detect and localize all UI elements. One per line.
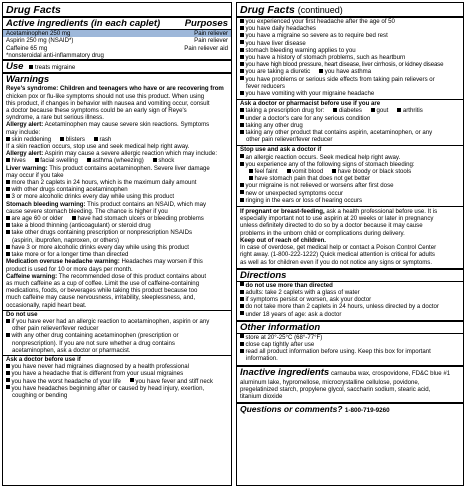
inactive-ingredients: Inactive ingredients carnauba wax, crospovidone, FD&C blue #1 — [240, 366, 451, 378]
list-item: have stomach pain that does not get better — [237, 175, 463, 182]
square-bullet-icon — [240, 297, 244, 301]
list-item: you have a migraine so severe as to require bed rest — [237, 32, 463, 39]
square-bullet-icon — [60, 137, 64, 141]
list-item: read all product information before using. Keep this box for important — [237, 348, 463, 355]
square-bullet-icon — [319, 69, 323, 73]
square-bullet-icon — [240, 130, 244, 134]
list-item: are age 60 or older have had stomach ulcers or bleeding problems — [3, 215, 231, 222]
use-heading: Use — [6, 61, 24, 73]
list-item: taking any other product that contains aspirin, acetaminophen, or any — [237, 129, 463, 136]
list-item: store at 20°-25°C (68°-77°F) — [237, 334, 463, 341]
square-bullet-icon — [332, 169, 336, 173]
square-bullet-icon — [87, 158, 91, 162]
list-item: you have problems or serious side effects from taking pain relievers or — [237, 76, 463, 83]
list-item: taking any other drug — [237, 122, 463, 129]
list-item: you have vomiting with your migraine headache — [237, 90, 463, 97]
allergic-reaction-list: hives facial swelling asthma (wheezing) shock — [3, 157, 231, 164]
list-item: you experienced your first headache after the age of 50 — [237, 18, 463, 25]
list-item: with any other drug containing acetaminophen (prescription or — [3, 332, 231, 339]
active-ingredients-heading: Active ingredients (in each caplet) — [6, 18, 161, 29]
list-item: your migraine is not relieved or worsens after first dose — [237, 182, 463, 189]
ask-doctor-pharmacist-heading: Ask a doctor or pharmacist before use if you are — [240, 100, 381, 108]
liver-warning: Liver warning: This product contains acetaminophen. Severe liver damage — [6, 164, 210, 172]
list-item: new or unexpected symptoms occur — [237, 190, 463, 197]
square-bullet-icon — [6, 158, 10, 162]
medication-overuse-warning: Medication overuse headache warning: Headaches may worsen if this — [6, 258, 203, 266]
list-item: you experience any of the following signs of stomach bleeding: — [237, 161, 463, 168]
square-bullet-icon — [240, 26, 244, 30]
skin-reaction-list: skin reddening blisters rash — [3, 136, 231, 143]
square-bullet-icon — [6, 230, 10, 234]
list-item: you have a headache that is different from your usual migraines — [3, 370, 231, 377]
list-item: take other drugs containing prescription or nonprescription NSAIDs — [3, 229, 231, 236]
square-bullet-icon — [240, 91, 244, 95]
stop-use-heading: Stop use and ask a doctor if — [240, 146, 322, 154]
list-item: under 18 years of age: ask a doctor — [237, 311, 463, 318]
questions-line: Questions or comments? 1-800-719-9260 — [240, 404, 390, 415]
square-bullet-icon — [240, 108, 244, 112]
square-bullet-icon — [6, 216, 10, 220]
stomach-bleeding-warning: Stomach bleeding warning: This product contains an NSAID, which may — [6, 200, 207, 208]
list-item: you have a history of stomach problems, such as heartburn — [237, 54, 463, 61]
square-bullet-icon — [249, 169, 253, 173]
warnings-heading: Warnings — [6, 74, 50, 86]
drug-facts-left-panel: Drug Facts Active ingredients (in each caplet) Purposes Acetaminophen 250 mg Pain reliever Aspirin 250 mg (NSAID*) Pain reliever Caffeine 65 mg Pain reliever aid *nonsteroidal anti-inflammatory drug Use treats migraine Warnings Reye's syndrome: Children and teenagers who have or are recovering from chicken pox or flu-like symptoms should not use this product. When using this product, if changes in behavior with nausea and vomiting occur, consult a doctor because these symptoms could be an early sign of Reye's syndrome, a rare but serious illness. Allergy alert: Acetaminophen may cause severe skin reactions. Symptoms may include: skin reddening blisters rash If a skin reaction occurs, stop use and seek medical help right away. Allergy alert: Aspirin may cause a severe allergic reaction which may include: hives facial swelling asthma (wheezing) shock Liver warning: This product contains acetaminophen. Severe liver damage may occur if you take more than 2 caplets in 24 hours, which is the maximum daily amount with other drugs containing acetaminophen 3 or more alcoholic drinks every day while using this product Stomach bleeding warning: This product contains an NSAID, which may cause severe stomach bleeding. The chance is higher if you are age 60 or older have had stomach ulcers or bleeding problems take a blood thinning (anticoagulant) or steroid drug take other drugs containing prescription or nonprescription NSAIDs (aspirin, ibuprofen, naproxen, or others) have 3 or more alcoholic drinks every day while using this product take more or for a longer time than directed Medication overuse headache warning: Headaches may worsen if this product is used for 10 or more days per month. Caffeine warning: The recommended dose of this product contains about as much caffeine as a cup of coffee. Limit the use of caffeine-containing medications, foods, or beverages while taking this product because too much caffeine may cause nervousness, irritability, sleeplessness, and, occasionally, rapid heart beat. Do not use if you have ever had an allergic reaction to acetaminophen, aspirin or any other pain reliever/fever reducer with any other drug containing acetaminophen (prescription or nonprescription). If you are not sure whether a drug contains acetaminophen, ask a doctor or pharmacist. Ask a doctor before use if you have never had migraines diagnosed by a health professional you have a headache that is different from your usual migraines you have the worst headache of your life you have fever and stiff neck you have headaches beginning after or caused by head injury, exertion, coughing or bending — [2, 2, 232, 486]
square-bullet-icon — [6, 385, 10, 389]
reye-line: Reye's syndrome: Children and teenagers who have or are recovering from — [6, 85, 224, 93]
square-bullet-icon — [240, 123, 244, 127]
panel-title: Drug Facts (continued) — [240, 4, 343, 16]
square-bullet-icon — [240, 40, 244, 44]
list-item: you have liver disease — [237, 40, 463, 47]
square-bullet-icon — [6, 223, 10, 227]
list-item: you have never had migraines diagnosed by a health professional — [3, 363, 231, 370]
list-item: more than 2 caplets in 24 hours, which is the maximum daily amount — [3, 179, 231, 186]
other-information-heading: Other information — [240, 321, 321, 333]
list-item: adults: take 2 caplets with a glass of water — [237, 289, 463, 296]
square-bullet-icon — [6, 180, 10, 184]
list-item: an allergic reaction occurs. Seek medical help right away. — [237, 154, 463, 161]
list-item: with other drugs containing acetaminophen — [3, 186, 231, 193]
square-bullet-icon — [240, 183, 244, 187]
square-bullet-icon — [6, 333, 10, 337]
square-bullet-icon — [240, 198, 244, 202]
list-item: have 3 or more alcoholic drinks every day while using this product — [3, 244, 231, 251]
list-item: 3 or more alcoholic drinks every day while using this product — [3, 193, 231, 200]
stomach-bleeding-signs: feel faint vomit blood have bloody or black stools — [237, 168, 463, 175]
directions-heading: Directions — [240, 269, 287, 281]
ingredient-row: Acetaminophen 250 mg Pain reliever — [3, 30, 231, 37]
square-bullet-icon — [287, 169, 291, 173]
square-bullet-icon — [240, 76, 244, 80]
square-bullet-icon — [240, 48, 244, 52]
ingredient-row: Caffeine 65 mg Pain reliever aid — [6, 44, 228, 52]
square-bullet-icon — [6, 245, 10, 249]
reye-line: chicken pox or flu-like symptoms should not use this product. When using — [6, 92, 205, 100]
square-bullet-icon — [240, 62, 244, 66]
use-text: treats migraine — [34, 64, 76, 72]
list-item: you have high blood pressure, heart disease, liver cirrhosis, or kidney disease — [237, 61, 463, 68]
list-item: do not take more than 2 caplets in 24 hours, unless directed by a doctor — [237, 303, 463, 310]
nsaid-footnote: *nonsteroidal anti-inflammatory drug — [6, 52, 104, 60]
square-bullet-icon — [240, 69, 244, 73]
do-not-use-heading: Do not use — [6, 310, 38, 318]
panel-title: Drug Facts — [6, 4, 61, 16]
list-item: you have daily headaches — [237, 25, 463, 32]
reye-line: syndrome, a rare but serious illness. — [6, 114, 104, 122]
reye-line: this product, if changes in behavior with nausea and vomiting occur, consult — [6, 99, 210, 107]
list-item: you are taking a diuretic you have asthma — [237, 68, 463, 75]
square-bullet-icon — [6, 378, 10, 382]
square-bullet-icon — [249, 176, 253, 180]
square-bullet-icon — [72, 216, 76, 220]
list-item: you have the worst headache of your life you have fever and stiff neck — [3, 378, 231, 385]
keep-out-of-reach: Keep out of reach of children. — [240, 236, 326, 244]
reye-line: a doctor because these symptoms could be an early sign of Reye's — [6, 107, 187, 115]
list-item: if you have ever had an allergic reaction to acetaminophen, aspirin or any — [3, 318, 231, 325]
square-bullet-icon — [240, 115, 244, 119]
inactive-ingredients-heading: Inactive ingredients — [240, 366, 330, 378]
square-bullet-icon — [240, 55, 244, 59]
purposes-heading: Purposes — [184, 18, 228, 29]
list-item: take a blood thinning (anticoagulant) or steroid drug — [3, 222, 231, 229]
square-bullet-icon — [6, 364, 10, 368]
list-item: stomach bleeding warning applies to you — [237, 47, 463, 54]
square-bullet-icon — [397, 108, 401, 112]
square-bullet-icon — [35, 158, 39, 162]
square-bullet-icon — [333, 108, 337, 112]
square-bullet-icon — [240, 342, 244, 346]
list-item: close cap tightly after use — [237, 341, 463, 348]
square-bullet-icon — [240, 311, 244, 315]
square-bullet-icon — [6, 252, 10, 256]
square-bullet-icon — [153, 158, 157, 162]
square-bullet-icon — [240, 334, 244, 338]
phone-number[interactable]: 1-800-719-9260 — [344, 407, 390, 415]
square-bullet-icon — [240, 304, 244, 308]
square-bullet-icon — [29, 65, 33, 69]
ingredient-row: Aspirin 250 mg (NSAID*) Pain reliever — [6, 37, 228, 45]
pregnancy-warning: If pregnant or breast-feeding, ask a health professional before use. It is — [240, 208, 438, 216]
list-item: taking a prescription drug for: diabetes gout arthritis — [237, 107, 463, 114]
square-bullet-icon — [6, 371, 10, 375]
square-bullet-icon — [240, 290, 244, 294]
square-bullet-icon — [94, 137, 98, 141]
square-bullet-icon — [240, 349, 244, 353]
square-bullet-icon — [240, 19, 244, 23]
ask-doctor-heading: Ask a doctor before use if — [6, 355, 81, 363]
square-bullet-icon — [240, 190, 244, 194]
square-bullet-icon — [130, 378, 134, 382]
list-item: if symptoms persist or worsen, ask your doctor — [237, 296, 463, 303]
drug-facts-right-panel: Drug Facts (continued) you experienced your first headache after the age of 50 you have daily headaches you have a migraine so severe as to require bed rest you have liver disease stomach bleeding warning applies to you you have a history of stomach problems, such as heartburn you have high blood pressure, heart disease, liver cirrhosis, or kidney disease you are taking a diuretic you have asthma you have problems or serious side effects from taking pain relievers or fever reducers you have vomiting with your migraine headache Ask a doctor or pharmacist before use if you are taking a prescription drug for: diabetes gout arthritis under a doctor's care for any serious condition taking any other drug taking any other product that contains aspirin, acetaminophen, or any other pain reliever/fever reducer Stop use and ask a doctor if an allergic reaction occurs. Seek medical help right away. you experience any of the following signs of stomach bleeding: feel faint vomit blood have bloody or black stools have stomach pain that does not get better your migraine is not relieved or worsens after first dose new or unexpected symptoms occur ringing in the ears or loss of hearing occurs If pregnant or breast-feeding, ask a health professional before use. It is especially important not to use aspirin at 20 weeks or later in pregnancy unless definitely directed to do so by a doctor because it may cause problems in the unborn child or complications during delivery. Keep out of reach of children. In case of overdose, get medical help or contact a Poison Control Center right away. (1-800-222-1222) Quick medical attention is critical for adults as well as for children even if you do not notice any signs or symptoms. Directions do not use more than directed adults: take 2 caplets with a glass of water if symptoms persist or worsen, ask your doctor do not take more than 2 caplets in 24 hours, unless directed by a doctor under 18 years of age: ask a doctor Other information store at 20°-25°C (68°-77°F) close cap tightly after use read all product information before using. Keep this box for important information. Inactive ingredients carnauba wax, crospovidone, FD&C blue #1 aluminum lake, hypromellose, microcrystalline cellulose, povidone, pregelatinized starch, propylene glycol, saccharin sodium, stearic acid, titanium dioxide Questions or comments? 1-800-719-9260 — [236, 2, 464, 486]
list-item: you have headaches beginning after or caused by head injury, exertion, — [3, 385, 231, 392]
use-section — [3, 61, 231, 72]
square-bullet-icon — [6, 319, 10, 323]
square-bullet-icon — [6, 194, 10, 198]
square-bullet-icon — [6, 137, 10, 141]
list-item: under a doctor's care for any serious condition — [237, 115, 463, 122]
list-item: take more or for a longer time than directed — [3, 251, 231, 258]
caffeine-warning: Caffeine warning: The recommended dose of this product contains about — [6, 272, 207, 280]
list-item: ringing in the ears or loss of hearing occurs — [237, 197, 463, 204]
list-item: do not use more than directed — [237, 282, 463, 289]
allergy-alert-acetaminophen: Allergy alert: Acetaminophen may cause severe skin reactions. Symptoms — [6, 121, 210, 129]
square-bullet-icon — [240, 33, 244, 37]
square-bullet-icon — [6, 187, 10, 191]
square-bullet-icon — [240, 282, 244, 286]
square-bullet-icon — [240, 154, 244, 158]
allergy-alert-aspirin: Allergy alert: Aspirin may cause a severe allergic reaction which may include: — [6, 150, 218, 158]
square-bullet-icon — [240, 162, 244, 166]
square-bullet-icon — [371, 108, 375, 112]
